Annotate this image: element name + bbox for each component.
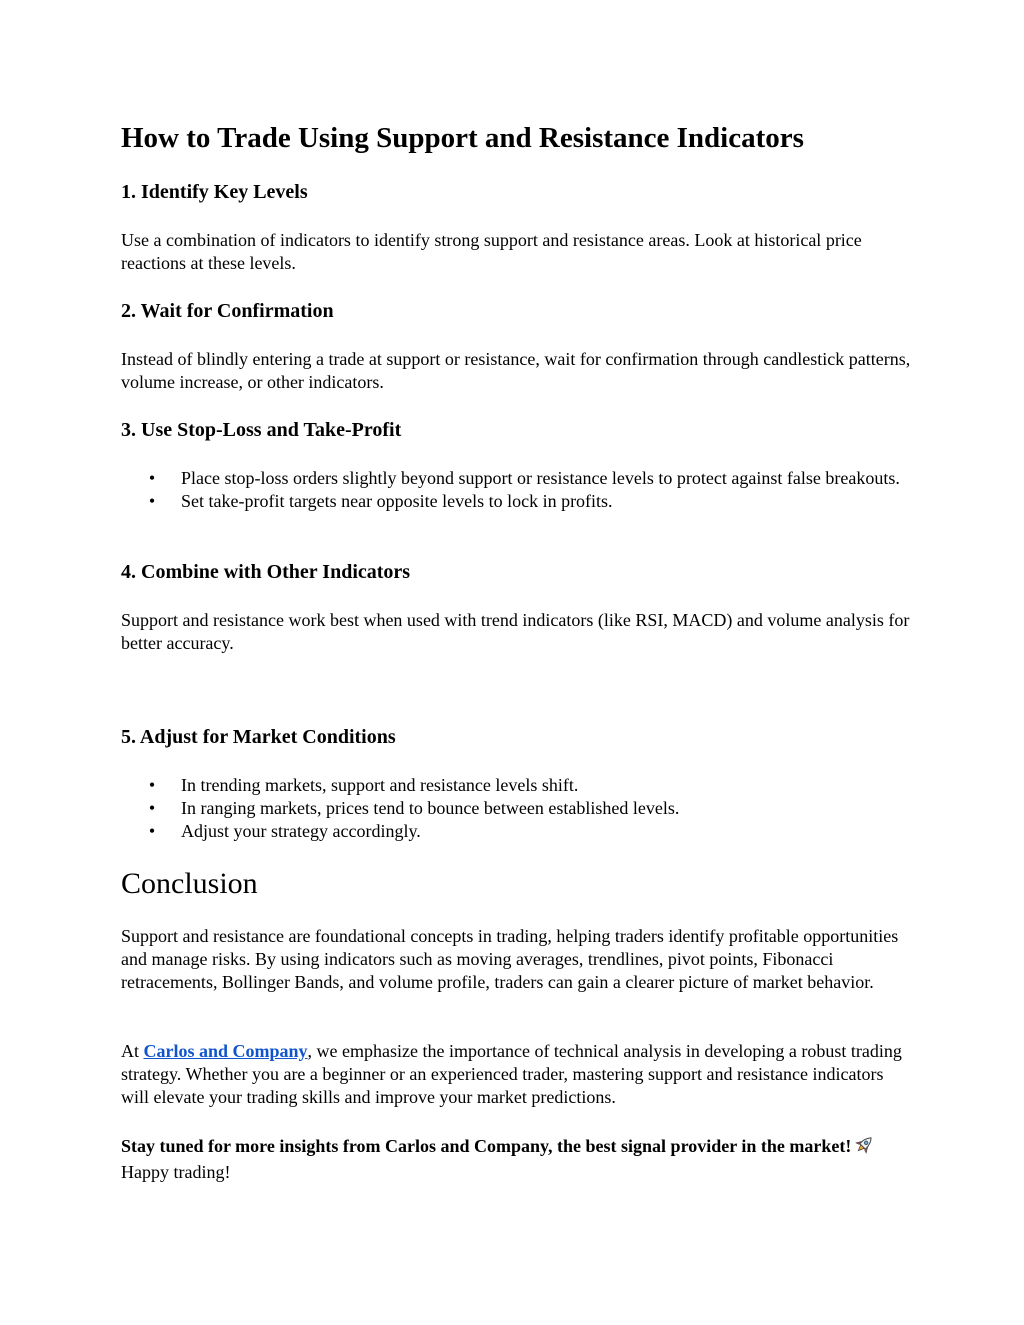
bullet-icon: • bbox=[148, 821, 156, 841]
list-item bbox=[121, 467, 911, 490]
conclusion-paragraph: Support and resistance are foundational concepts in trading, helping traders identify profitable opportunities and manage risks. By using indicators such as moving averages, trendlines, pivot points, Fibonacci retracements, Bollinger Bands, and volume profile, traders can gain a clearer picture of market behavior. bbox=[121, 926, 899, 992]
stay-tuned-text: Stay tuned for more insights from Carlos and Company, the best signal provider in the market! bbox=[121, 1136, 852, 1156]
closing-paragraph bbox=[121, 1133, 911, 1185]
company-suffix: , we emphasize the importance of technical analysis in developing a robust trading strategy. Whether you are a beginner or an experienced trader, mastering support and resistance indicators will elevate your trading skills and improve your market predictions. bbox=[121, 1041, 902, 1107]
bullet-icon: • bbox=[148, 468, 156, 488]
list-item bbox=[121, 820, 911, 843]
conclusion-heading: Conclusion bbox=[121, 867, 258, 900]
bullet-icon: • bbox=[148, 798, 156, 818]
section-heading-market-conditions: 5. Adjust for Market Conditions bbox=[121, 726, 396, 748]
bullet-list-stop-loss-take-profit bbox=[121, 467, 911, 513]
list-item-text: Adjust your strategy accordingly. bbox=[181, 821, 421, 841]
section-heading-identify-key-levels: 1. Identify Key Levels bbox=[121, 181, 308, 203]
section-paragraph-combine-indicators: Support and resistance work best when used with trend indicators (like RSI, MACD) and volume analysis for better accuracy. bbox=[121, 610, 910, 653]
bullet-list-market-conditions bbox=[121, 774, 911, 843]
rocket-icon bbox=[853, 1134, 875, 1156]
list-item-text: Set take-profit targets near opposite levels to lock in profits. bbox=[181, 491, 613, 511]
list-item bbox=[121, 774, 911, 797]
section-heading-combine-indicators: 4. Combine with Other Indicators bbox=[121, 561, 411, 583]
list-item-text: Place stop-loss orders slightly beyond support or resistance levels to protect against false breakouts. bbox=[181, 468, 900, 488]
bullet-icon: • bbox=[148, 491, 156, 511]
page-title: How to Trade Using Support and Resistance Indicators bbox=[121, 122, 804, 154]
list-item-text: In ranging markets, prices tend to bounce between established levels. bbox=[181, 798, 680, 818]
company-paragraph bbox=[121, 1040, 911, 1109]
list-item-text: In trending markets, support and resistance levels shift. bbox=[181, 775, 579, 795]
list-item bbox=[121, 490, 911, 513]
bullet-icon: • bbox=[148, 775, 156, 795]
company-link[interactable]: Carlos and Company bbox=[143, 1041, 308, 1061]
section-paragraph-wait-for-confirmation: Instead of blindly entering a trade at support or resistance, wait for confirmation through candlestick patterns, volume increase, or other indicators. bbox=[121, 349, 911, 392]
section-heading-stop-loss-take-profit: 3. Use Stop-Loss and Take-Profit bbox=[121, 419, 402, 441]
happy-trading-text: Happy trading! bbox=[121, 1162, 231, 1182]
company-prefix: At bbox=[121, 1041, 144, 1061]
section-heading-wait-for-confirmation: 2. Wait for Confirmation bbox=[121, 300, 334, 322]
section-paragraph-identify-key-levels: Use a combination of indicators to identify strong support and resistance areas. Look at historical price reactions at these levels. bbox=[121, 230, 862, 273]
list-item bbox=[121, 797, 911, 820]
